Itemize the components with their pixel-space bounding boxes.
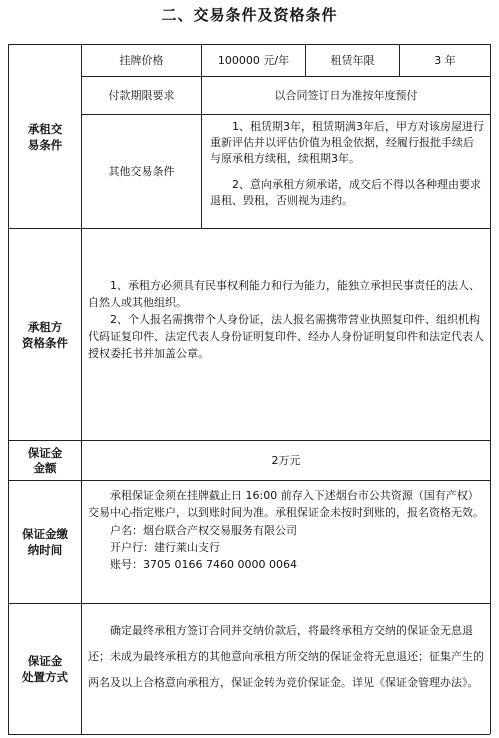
trade-label-line2: 易条件	[27, 137, 63, 152]
payment-deadline-value: 以合同签订日为准按年度预付	[274, 89, 418, 102]
deposit-label-line2: 金额	[33, 460, 57, 475]
price-label: 挂牌价格	[119, 54, 164, 67]
lease-term-value: 3 年	[434, 54, 456, 67]
qualification-label	[9, 229, 81, 440]
qualification-text	[82, 229, 490, 440]
deposit-amount-label	[9, 441, 81, 480]
account-number: 账号：3705 0166 7460 0000 0064	[110, 558, 297, 571]
other-condition-1: 1、租赁期3年，租赁期满3年后，甲方对该房屋进行重新评估并以评估价值为租金依据，经履行报批手续后与原承租方续租，续租期3年。	[210, 120, 484, 165]
deposit-disposal-text	[82, 604, 490, 734]
payment-deadline-label: 付款期限要求	[108, 89, 175, 102]
other-conditions-text	[202, 115, 490, 228]
trade-conditions-label	[9, 45, 81, 228]
qualification-label-line2: 资格条件	[22, 335, 68, 350]
bank-name: 开户行：建行莱山支行	[110, 541, 220, 554]
price-value: 100000 元/年	[217, 54, 290, 67]
qualification-item-2: 2、个人报名需携带个人身份证，法人报名需携带营业执照复印件、组织机构代码证复印件、法定代表人身份证明复印件、经办人身份证明复印件和法定代表人授权委托书并加盖公章。	[88, 313, 484, 360]
payment-time-label-line2: 纳时间	[27, 543, 63, 557]
deposit-label-line1: 保证金	[27, 445, 63, 460]
disposal-label-line2: 处置方式	[22, 670, 68, 684]
deposit-payment-time-text	[82, 481, 490, 603]
trade-label-line1: 承租交	[27, 121, 63, 136]
other-conditions-label: 其他交易条件	[108, 165, 175, 178]
lease-term-label: 租赁年限	[330, 54, 375, 67]
other-condition-2: 2、意向承租方须承诺，成交后不得以各种理由要求退租、毁租，否则视为违约。	[210, 178, 481, 207]
deposit-amount-value: 2万元	[271, 454, 301, 467]
qualification-label-line1: 承租方	[27, 319, 63, 334]
page-title: 二、交易条件及资格条件	[161, 6, 338, 24]
deposit-payment-time-label	[9, 481, 81, 603]
payment-time-paragraph: 承租保证金须在挂牌截止日 16:00 前存入下述烟台市公共资源（国有产权）交易中心指定账户，以到账时间为准。承租保证金未按时到账的，报名资格无效。	[88, 489, 484, 519]
qualification-item-1: 1、承租方必须具有民事权利能力和行为能力，能独立承担民事责任的法人、自然人或其他组织。	[88, 279, 480, 309]
disposal-paragraph: 确定最终承租方签订合同并交纳价款后，将最终承租方交纳的保证金无息退还；未成为最终承租方的其他意向承租方所交纳的保证金将无息退还；征集产生的两名及以上合格意向承租方，保证金转为竞价保证金。详见《保证金管理办法》。	[88, 624, 484, 689]
payment-time-label-line1: 保证金缴	[22, 527, 68, 541]
disposal-label-line1: 保证金	[27, 654, 63, 668]
deposit-disposal-label	[9, 604, 81, 734]
account-name: 户名：烟台联合产权交易服务有限公司	[110, 524, 297, 537]
